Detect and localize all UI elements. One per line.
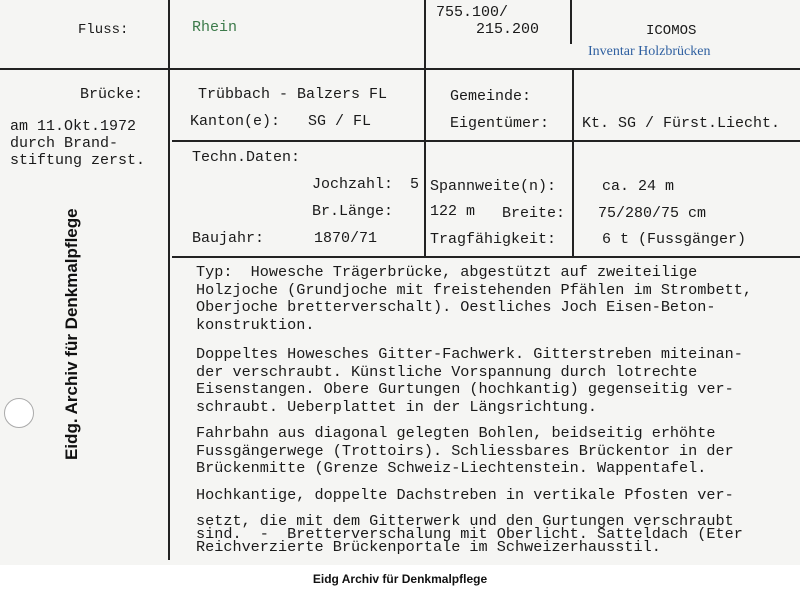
jochzahl-label: Jochzahl:	[312, 176, 394, 193]
fluss-value: Rhein	[192, 19, 238, 36]
right-divider	[572, 70, 574, 256]
description-type: Typ: Howesche Trägerbrücke, abgestützt auf zweiteilige Holzjoche (Grundjoche mit freistehenden Pfählen im Strombett, Oberjoche bretterverschalt). Oestliches Joch Eisen-Beton- konstruktion.	[196, 263, 752, 334]
coord-divider-right	[570, 0, 572, 44]
breite-value: 75/280/75 cm	[598, 205, 707, 222]
kanton-value: SG / FL	[308, 113, 372, 130]
eigentuemer-label: Eigentümer:	[450, 115, 550, 132]
left-column-divider	[168, 0, 170, 560]
archive-stamp: Eidg. Archiv für Denkmalpflege	[62, 208, 81, 460]
coord-line-1: 755.100/	[436, 4, 509, 21]
kanton-label: Kanton(e):	[190, 113, 281, 130]
tech-divider	[172, 256, 800, 258]
description-struts-2: setzt, die mit dem Gitterwerk und den Gurtungen verschraubt	[196, 512, 734, 530]
description-struts: Hochkantige, doppelte Dachstreben in vertikale Pfosten ver-	[196, 486, 734, 504]
description-roof: sind. - Bretterverschalung mit Oberlicht. Satteldach (Eter	[196, 525, 743, 543]
coord-divider-left	[424, 0, 426, 70]
baujahr-value: 1870/71	[314, 230, 378, 247]
brlaenge-value: 122 m	[430, 203, 476, 220]
baujahr-label: Baujahr:	[192, 230, 265, 247]
org-label: ICOMOS	[646, 23, 697, 39]
destroyed-note-1: am 11.Okt.1972	[10, 118, 137, 135]
bridge-divider	[172, 140, 800, 142]
header-divider	[0, 68, 800, 70]
eigentuemer-value: Kt. SG / Fürst.Liecht.	[582, 115, 781, 132]
bruecke-label: Brücke:	[80, 86, 144, 103]
brlaenge-label: Br.Länge:	[312, 203, 394, 220]
punch-hole	[4, 398, 34, 428]
jochzahl-value: 5	[410, 176, 420, 193]
tech-heading: Techn.Daten:	[192, 149, 301, 166]
destroyed-note-3: stiftung zerst.	[10, 152, 146, 169]
description-deck: Fahrbahn aus diagonal gelegten Bohlen, beidseitig erhöhte Fussgängerwege (Trottoirs). Schliessbares Brückentor in der Brückenmitte (Grenze Schweiz-Liechtenstein. Wappentafel.	[196, 424, 734, 477]
spannweite-label: Spannweite(n):	[430, 178, 557, 195]
bridge-name: Trübbach - Balzers FL	[198, 86, 388, 103]
tragfaehigkeit-value: 6 t (Fussgänger)	[602, 231, 747, 248]
description-truss: Doppeltes Howesches Gitter-Fachwerk. Gitterstreben miteinan- der verschraubt. Künstliche Vorspannung durch lotrechte Eisenstangen. Obere Gurtungen (hochkantig) gegenseitig ver- schraubt. Ueberplattet in der Längsrichtung.	[196, 345, 743, 416]
mid-divider	[424, 70, 426, 256]
fluss-label: Fluss:	[78, 22, 129, 38]
gemeinde-label: Gemeinde:	[450, 88, 532, 105]
archive-caption: Eidg Archiv für Denkmalpflege	[312, 572, 488, 586]
destroyed-note-2: durch Brand-	[10, 135, 119, 152]
coord-line-2: 215.200	[476, 21, 540, 38]
breite-label: Breite:	[502, 205, 566, 222]
description-portals: Reichverzierte Brückenportale im Schweizerhausstil.	[196, 538, 661, 556]
spannweite-value: ca. 24 m	[602, 178, 675, 195]
tragfaehigkeit-label: Tragfähigkeit:	[430, 231, 557, 248]
inventory-title: Inventar Holzbrücken	[588, 44, 711, 59]
